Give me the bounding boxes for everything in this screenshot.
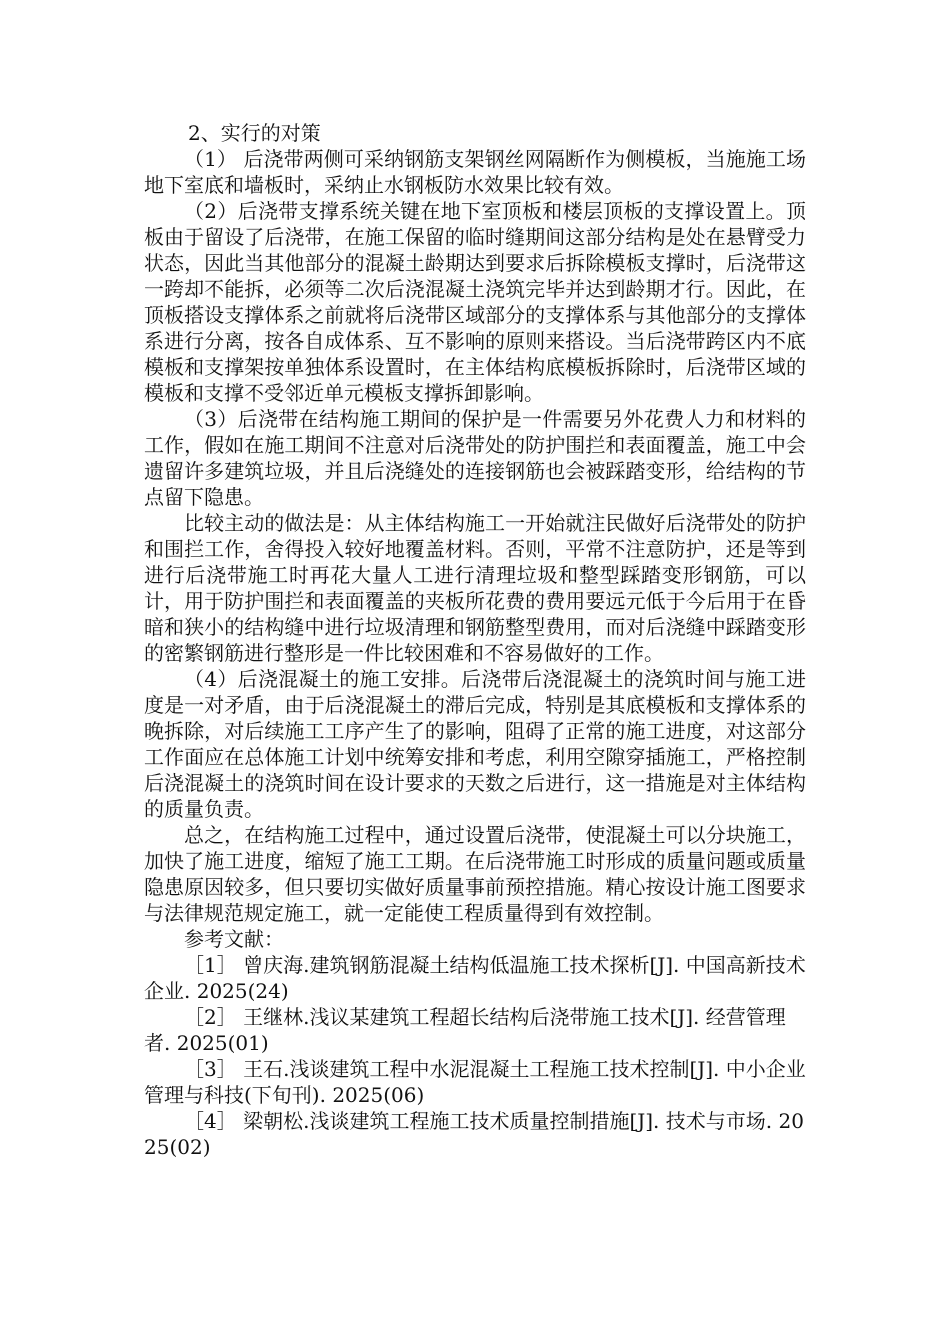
document-page — [144, 120, 806, 1160]
reference-2: ［2］ 王继林.浅议某建筑工程超长结构后浇带施工技术[J]. 经营管理者. 2025(01) — [144, 1005, 786, 1055]
paragraph-1: （1） 后浇带两侧可采纳钢筋支架钢丝网隔断作为侧模板，当施施工场地下室底和墙板时，采纳止水钢板防水效果比较有效。 — [144, 147, 806, 197]
section-heading: 2、实行的对策 — [188, 121, 321, 145]
paragraph-3: （3）后浇带在结构施工期间的保护是一件需要另外花费人力和材料的工作，假如在施工期间不注意对后浇带处的防护围拦和表面覆盖，施工中会遗留许多建筑垃圾，并且后浇缝处的连接钢筋也会被踩踏变形，给结构的节点留下隐患。 — [144, 407, 806, 509]
reference-1: ［1］ 曾庆海.建筑钢筋混凝土结构低温施工技术探析[J]. 中国高新技术企业. 2025(24) — [144, 953, 806, 1003]
references-title: 参考文献： — [184, 927, 284, 951]
paragraph-2: （2）后浇带支撑系统关键在地下室顶板和楼层顶板的支撑设置上。顶板由于留设了后浇带，在施工保留的临时缝期间这部分结构是处在悬臂受力状态，因此当其他部分的混凝土龄期达到要求后拆除模板支撑时，后浇带这一跨却不能拆，必须等二次后浇混凝土浇筑完毕并达到龄期才行。因此，在顶板搭设支撑体系之前就将后浇带区域部分的支撑体系与其他部分的支撑体系进行分离，按各自成体系、互不影响的原则来搭设。当后浇带跨区内不底模板和支撑架按单独体系设置时，在主体结构底模板拆除时，后浇带区域的模板和支撑不受邻近单元模板支撑拆卸影响。 — [144, 199, 806, 405]
paragraph-4: 比较主动的做法是：从主体结构施工一开始就注民做好后浇带处的防护和围拦工作，舍得投入较好地覆盖材料。否则，平常不注意防护，还是等到进行后浇带施工时再花大量人工进行清理垃圾和整型踩踏变形钢筋，可以计，用于防护围拦和表面覆盖的夹板所花费的费用要远元低于今后用于在昏暗和狭小的结构缝中进行垃圾清理和钢筋整型费用，而对后浇缝中踩踏变形的密繁钢筋进行整形是一件比较困难和不容易做好的工作。 — [144, 511, 806, 665]
paragraph-6: 总之，在结构施工过程中，通过设置后浇带，使混凝土可以分块施工，加快了施工进度，缩短了施工工期。在后浇带施工时形成的质量问题或质量隐患原因较多，但只要切实做好质量事前预控措施。精心按设计施工图要求与法律规范规定施工，就一定能使工程质量得到有效控制。 — [144, 823, 806, 925]
reference-4: ［4］ 梁朝松.浅谈建筑工程施工技术质量控制措施[J]. 技术与市场. 2025(02) — [144, 1109, 804, 1159]
reference-3: ［3］ 王石.浅谈建筑工程中水泥混凝土工程施工技术控制[J]. 中小企业管理与科技(下旬刊). 2025(06) — [144, 1057, 806, 1107]
paragraph-5: （4）后浇混凝土的施工安排。后浇带后浇混凝土的浇筑时间与施工进度是一对矛盾，由于后浇混凝土的滞后完成，特别是其底模板和支撑体系的晚拆除，对后续施工工序产生了的影响，阻碍了正常的施工进度，对这部分工作面应在总体施工计划中统筹安排和考虑，利用空隙穿插施工，严格控制后浇混凝土的浇筑时间在设计要求的天数之后进行，这一措施是对主体结构的质量负责。 — [144, 667, 806, 821]
